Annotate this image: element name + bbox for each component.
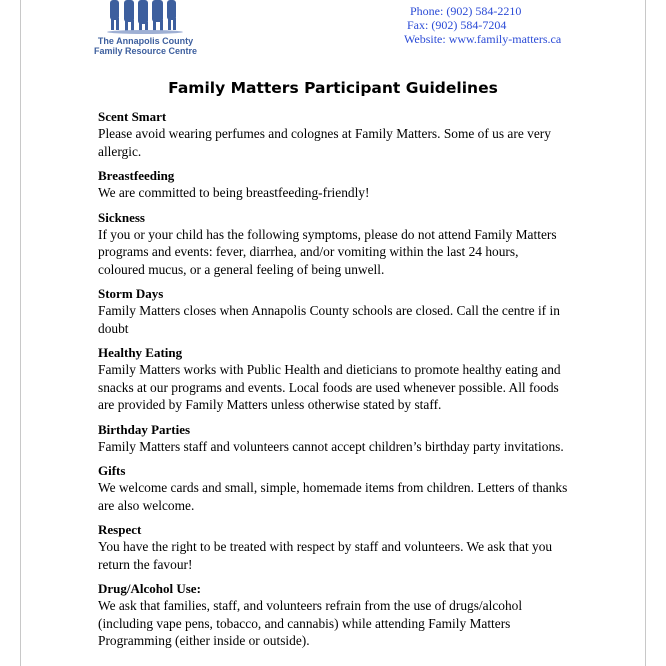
section-body: We ask that families, staff, and volunteers refrain from the use of drugs/alcohol (including vape pens, tobacco, and cannabis) while attending Family Matters Programming (either inside or outside).	[98, 598, 523, 648]
section-body: We are committed to being breastfeeding-friendly!	[98, 185, 370, 200]
contact-website[interactable]: Website: www.family-matters.ca	[404, 32, 562, 46]
guidelines-list	[98, 109, 568, 658]
section-body: Family Matters closes when Annapolis County schools are closed. Call the centre if in doubt	[98, 303, 560, 336]
section-respect	[98, 522, 568, 573]
section-heading: Scent Smart	[98, 109, 167, 124]
contact-info	[404, 4, 561, 46]
section-heading: Birthday Parties	[98, 421, 191, 437]
section-body: Please avoid wearing perfumes and colognes at Family Matters. Some of us are very allergic.	[98, 126, 551, 159]
section-body: If you or your child has the following symptoms, please do not attend Family Matters programs and events: fever, diarrhea, and/or vomiting within the last 24 hours, coloured mucus, or a general feeling of being unwell.	[98, 226, 557, 277]
section-heading: Storm Days	[98, 286, 164, 301]
section-body: Family Matters staff and volunteers cannot accept children’s birthday party invitations.	[98, 438, 564, 454]
logo-name-line1: The Annapolis County	[97, 36, 194, 46]
section-body: Family Matters works with Public Health and dieticians to promote healthy eating and snacks at our programs and events. Local foods are used whenever possible. All foods are provided by Family Matters unless otherwise stated by staff.	[98, 362, 561, 412]
section-heading: Respect	[98, 522, 142, 537]
logo-name-line2: Family Resource Centre	[93, 46, 198, 56]
section-birthday-parties	[98, 422, 568, 456]
section-heading: Drug/Alcohol Use:	[98, 581, 201, 596]
section-heading: Gifts	[98, 463, 126, 478]
section-heading: Healthy Eating	[98, 345, 183, 360]
section-drug-alcohol-use	[98, 581, 568, 650]
section-breastfeeding	[98, 168, 568, 202]
section-body: You have the right to be treated with respect by staff and volunteers. We ask that you return the favour!	[98, 539, 553, 572]
section-sickness	[98, 210, 568, 279]
section-heading: Sickness	[98, 209, 145, 225]
contact-phone: Phone: (902) 584-2210	[410, 4, 522, 18]
section-heading: Breastfeeding	[98, 168, 175, 183]
family-figures-logo-icon	[100, 0, 190, 34]
section-gifts	[98, 463, 568, 514]
section-storm-days	[98, 286, 568, 337]
page-title: Family Matters Participant Guidelines	[168, 79, 498, 97]
section-healthy-eating	[98, 345, 568, 414]
organization-logo	[88, 0, 203, 60]
contact-fax: Fax: (902) 584-7204	[407, 18, 507, 32]
section-scent-smart	[98, 109, 568, 160]
section-body: We welcome cards and small, simple, homemade items from children. Letters of thanks are also welcome.	[98, 480, 568, 513]
